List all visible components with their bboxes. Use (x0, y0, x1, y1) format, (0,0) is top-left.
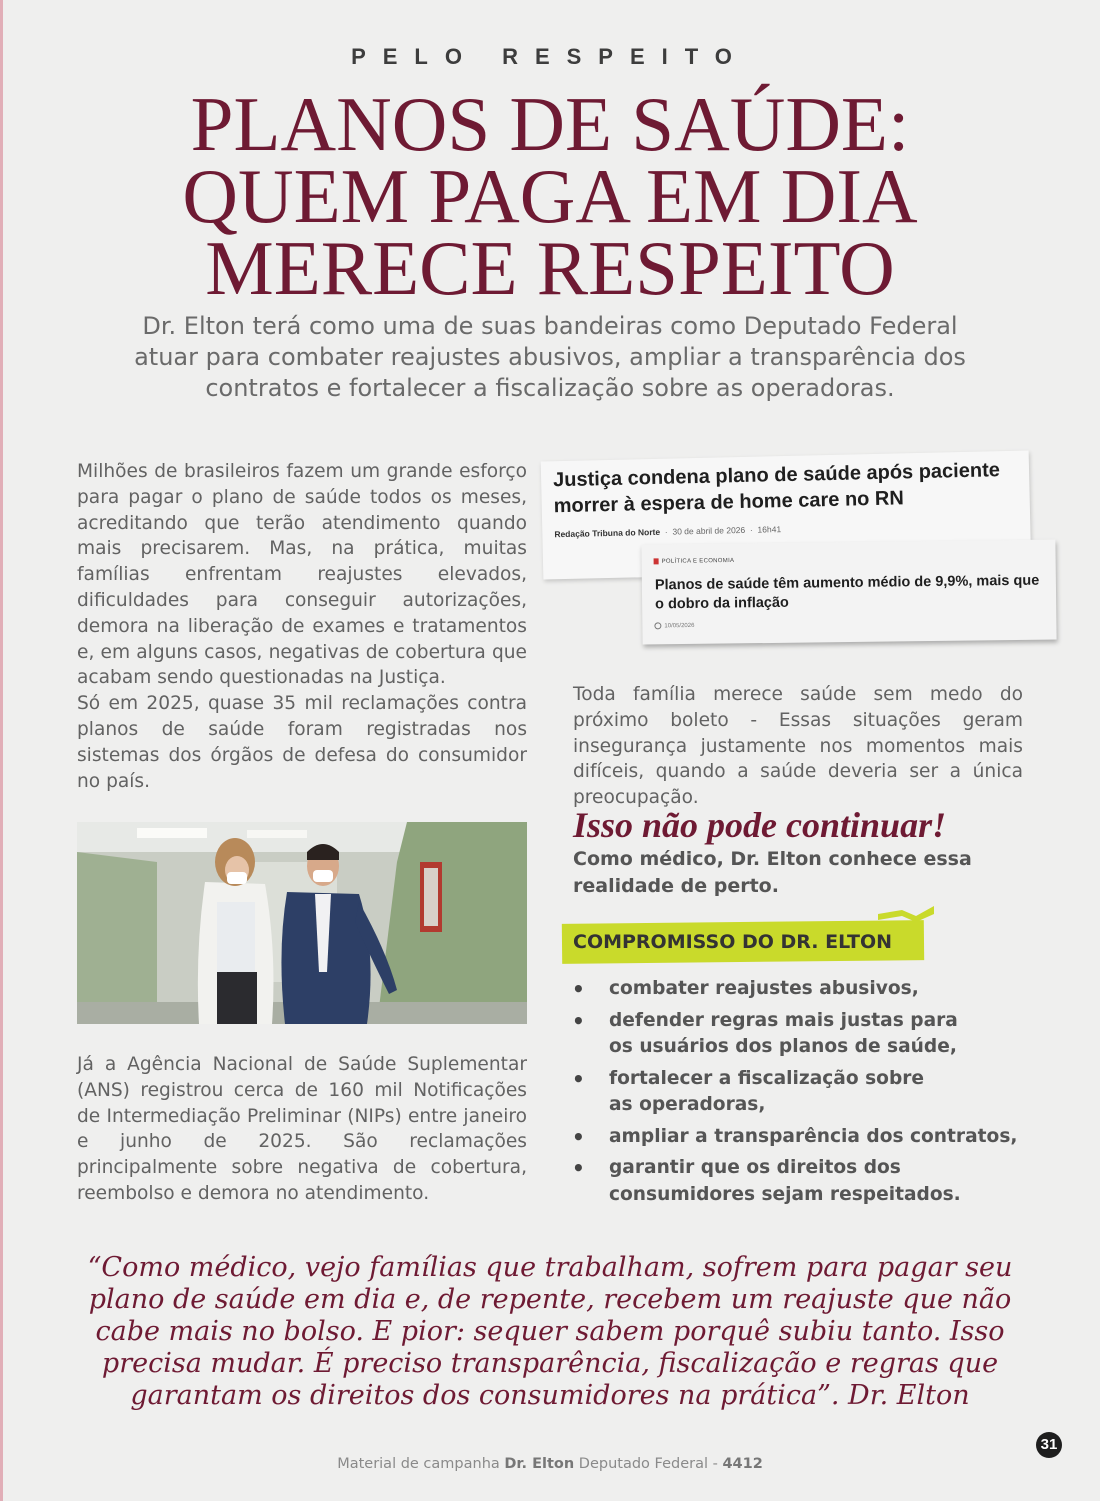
headline-line-3: MERECE RESPEITO (205, 225, 895, 311)
commitment-list (572, 976, 1032, 1213)
body-paragraph-2: Só em 2025, quase 35 mil reclamações contra planos de saúde foram registradas nos sistemas dos órgãos de defesa do consumidor no país. (77, 693, 527, 792)
hospital-corridor-photo (77, 822, 527, 1024)
headline-line-2: QUEM PAGA EM DIA (182, 153, 918, 239)
commitment-item (572, 1124, 1032, 1151)
clipping-1-title: Justiça condena plano de saúde após paciente morrer à espera de home care no RN (552, 459, 1001, 518)
clipping-1-date: 30 de abril de 2026 (672, 524, 746, 537)
commitment-item-line: • defender regras mais justas para (609, 1009, 958, 1031)
callout-subhead-line-1: Como médico, Dr. Elton conhece essa (573, 848, 972, 870)
quote-line-5: garantam os direitos dos consumidores na prática”. Dr. Elton (130, 1380, 970, 1411)
lead-line-3: contratos e fortalecer a fiscalização sobre as operadoras. (205, 374, 895, 402)
page-headline (0, 81, 1100, 311)
clipping-2-date: 10/05/2026 (664, 622, 695, 630)
commitment-item-line: as operadoras, (609, 1094, 766, 1115)
quote-line-1: “Como médico, vejo famílias que trabalham, sofrem para pagar seu (87, 1252, 1013, 1283)
clipping-1-time: 16h41 (757, 524, 782, 535)
commitment-item-line: • garantir que os direitos dos (609, 1157, 901, 1178)
commitment-item-line: os usuários dos planos de saúde, (609, 1036, 957, 1057)
callout-headline: Isso não pode continuar! (573, 805, 947, 845)
lead-paragraph (80, 311, 1020, 404)
lead-line-2: atuar para combater reajustes abusivos, ampliar a transparência dos (134, 343, 966, 371)
clipping-2-section (654, 557, 735, 565)
commitment-item (572, 1155, 1032, 1208)
badge-label: COMPROMISSO DO DR. ELTON (573, 931, 893, 953)
footer-role: Deputado Federal - (578, 1456, 718, 1472)
headline-line-1: PLANOS DE SAÚDE: (190, 81, 910, 167)
commitment-item (572, 976, 1032, 1003)
quote-line-4: precisa mudar. É preciso transparência, fiscalização e regras que (101, 1348, 999, 1379)
footer-prefix: Material de campanha (337, 1456, 500, 1472)
quote-line-3: cabe mais no bolso. E pior: sequer sabem porquê subiu tanto. Isso (95, 1316, 1005, 1347)
right-paragraph: Toda família merece saúde sem medo do próximo boleto - Essas situações geram insegurança justamente nos momentos mais difíceis, quando a saúde deveria ser a única preocupação. (573, 684, 1023, 809)
quote-line-2: plano de saúde em dia e, de repente, recebem um reajuste que não (88, 1284, 1012, 1315)
clock-icon (654, 622, 661, 629)
clipping-2-title: Planos de saúde têm aumento médio de 9,9%, mais que o dobro da inflação (654, 572, 1040, 613)
clipping-2-section-label: POLÍTICA E ECONOMIA (661, 557, 735, 565)
footer-number: 4412 (722, 1456, 763, 1472)
body-paragraph-3: Já a Agência Nacional de Saúde Suplementar (ANS) registrou cerca de 160 mil Notificações de Intermediação Preliminar (NIPs) entre janeiro e junho de 2025. São reclamações principalmente sobre negativa de cobertura, reembolso e demora no atendimento. (77, 1054, 527, 1204)
clipping-1-meta: Redação Tribuna do Norte · 30 de abril de 2026 · 16h41 (554, 524, 782, 540)
body-paragraph-1: Milhões de brasileiros fazem um grande esforço para pagar o plano de saúde todos os meses, acreditando que terão atendimento quando mais precisarem. Mas, na prática, muitas famílias enfrentam reajustes elevados, dificuldades para conseguir autorizações, demora na liberação de exames e tratamentos e, em alguns casos, negativas de cobertura que acabam sendo questionadas na Justiça. (77, 461, 527, 689)
commitment-badge (562, 900, 942, 964)
callout-subhead-line-2: realidade de perto. (573, 875, 779, 897)
footer-name: Dr. Elton (504, 1456, 575, 1472)
page-number: 31 (1036, 1432, 1062, 1458)
bookmark-icon (654, 558, 659, 564)
lead-line-1: Dr. Elton terá como uma de suas bandeiras como Deputado Federal (142, 312, 958, 340)
pull-quote (60, 1252, 1040, 1412)
commitment-item-line: • combater reajustes abusivos, (609, 978, 919, 999)
news-clipping-2 (641, 539, 1056, 644)
section-kicker: PELO RESPEITO (351, 44, 749, 69)
commitment-item-line: consumidores sejam respeitados. (609, 1183, 961, 1205)
right-column-text (573, 682, 1023, 811)
commitment-item (572, 1066, 1032, 1119)
clipping-2-dateline (654, 622, 694, 630)
callout-subhead (573, 846, 972, 900)
commitment-item-line: • ampliar a transparência dos contratos, (609, 1125, 1018, 1147)
commitment-item-line: • fortalecer a fiscalização sobre (609, 1067, 925, 1089)
clipping-1-source: Redação Tribuna do Norte (554, 526, 661, 540)
left-column-text-bottom (77, 1052, 527, 1207)
footer-credit (0, 1456, 1100, 1472)
left-column-text (77, 459, 527, 794)
commitment-item (572, 1008, 1032, 1061)
